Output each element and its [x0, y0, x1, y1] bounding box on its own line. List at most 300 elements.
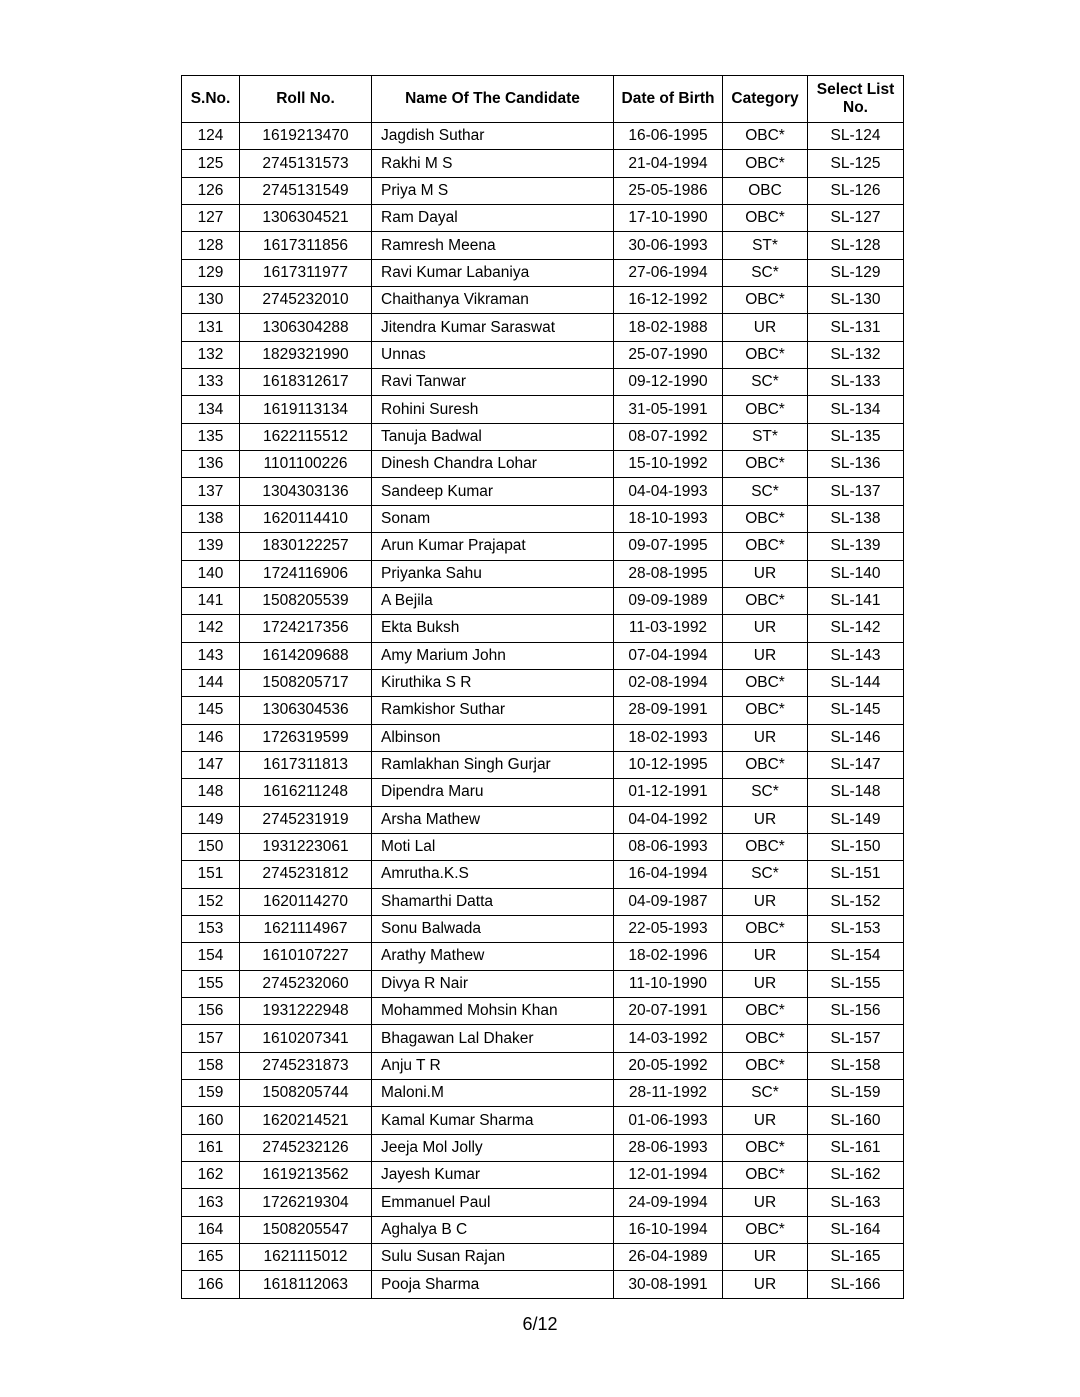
cell-date-of-birth: 14-03-1992 [614, 1025, 723, 1052]
cell-candidate-name: Ramlakhan Singh Gurjar [372, 751, 614, 778]
cell-candidate-name: Rakhi M S [372, 150, 614, 177]
cell-roll-no: 2745131573 [240, 150, 372, 177]
cell-sno: 165 [182, 1244, 240, 1271]
cell-date-of-birth: 28-08-1995 [614, 560, 723, 587]
cell-category: OBC* [723, 1025, 808, 1052]
cell-category: SC* [723, 861, 808, 888]
header-roll-no: Roll No. [240, 76, 372, 123]
cell-roll-no: 1829321990 [240, 341, 372, 368]
table-row [182, 1025, 904, 1052]
cell-category: OBC* [723, 533, 808, 560]
cell-select-list-no: SL-145 [808, 697, 904, 724]
table-row [182, 232, 904, 259]
cell-select-list-no: SL-130 [808, 287, 904, 314]
cell-category: UR [723, 724, 808, 751]
cell-sno: 147 [182, 751, 240, 778]
cell-select-list-no: SL-137 [808, 478, 904, 505]
cell-category: OBC* [723, 287, 808, 314]
cell-roll-no: 1508205547 [240, 1216, 372, 1243]
cell-select-list-no: SL-154 [808, 943, 904, 970]
table-row [182, 177, 904, 204]
cell-roll-no: 2745131549 [240, 177, 372, 204]
cell-sno: 131 [182, 314, 240, 341]
cell-candidate-name: Pooja Sharma [372, 1271, 614, 1298]
table-row [182, 314, 904, 341]
cell-select-list-no: SL-158 [808, 1052, 904, 1079]
cell-roll-no: 1618112063 [240, 1271, 372, 1298]
cell-select-list-no: SL-144 [808, 669, 904, 696]
table-row [182, 123, 904, 150]
cell-date-of-birth: 08-06-1993 [614, 833, 723, 860]
cell-select-list-no: SL-142 [808, 615, 904, 642]
table-row [182, 915, 904, 942]
cell-roll-no: 1304303136 [240, 478, 372, 505]
cell-candidate-name: Jitendra Kumar Saraswat [372, 314, 614, 341]
cell-sno: 127 [182, 205, 240, 232]
cell-candidate-name: Shamarthi Datta [372, 888, 614, 915]
cell-date-of-birth: 09-07-1995 [614, 533, 723, 560]
cell-roll-no: 2745232126 [240, 1134, 372, 1161]
cell-category: UR [723, 943, 808, 970]
cell-roll-no: 1622115512 [240, 423, 372, 450]
cell-roll-no: 1618312617 [240, 369, 372, 396]
cell-candidate-name: Arathy Mathew [372, 943, 614, 970]
table-row [182, 861, 904, 888]
cell-sno: 143 [182, 642, 240, 669]
cell-category: OBC* [723, 751, 808, 778]
header-category: Category [723, 76, 808, 123]
table-row [182, 560, 904, 587]
cell-category: UR [723, 1244, 808, 1271]
cell-date-of-birth: 28-11-1992 [614, 1080, 723, 1107]
cell-candidate-name: Arun Kumar Prajapat [372, 533, 614, 560]
cell-category: OBC* [723, 205, 808, 232]
cell-date-of-birth: 30-06-1993 [614, 232, 723, 259]
cell-date-of-birth: 30-08-1991 [614, 1271, 723, 1298]
cell-sno: 132 [182, 341, 240, 368]
cell-category: OBC* [723, 505, 808, 532]
cell-roll-no: 1614209688 [240, 642, 372, 669]
table-row [182, 751, 904, 778]
cell-sno: 151 [182, 861, 240, 888]
cell-date-of-birth: 02-08-1994 [614, 669, 723, 696]
cell-category: OBC* [723, 1216, 808, 1243]
cell-candidate-name: Mohammed Mohsin Khan [372, 998, 614, 1025]
header-select-list-no: Select List No. [808, 76, 904, 123]
cell-candidate-name: Unnas [372, 341, 614, 368]
cell-roll-no: 1610107227 [240, 943, 372, 970]
table-body [182, 123, 904, 1299]
cell-date-of-birth: 25-07-1990 [614, 341, 723, 368]
cell-candidate-name: Ravi Kumar Labaniya [372, 259, 614, 286]
cell-sno: 144 [182, 669, 240, 696]
cell-sno: 149 [182, 806, 240, 833]
cell-date-of-birth: 07-04-1994 [614, 642, 723, 669]
cell-roll-no: 1306304536 [240, 697, 372, 724]
cell-sno: 150 [182, 833, 240, 860]
cell-category: UR [723, 642, 808, 669]
cell-roll-no: 1620114270 [240, 888, 372, 915]
cell-roll-no: 1830122257 [240, 533, 372, 560]
header-candidate-name: Name Of The Candidate [372, 76, 614, 123]
cell-select-list-no: SL-166 [808, 1271, 904, 1298]
cell-sno: 135 [182, 423, 240, 450]
cell-category: UR [723, 615, 808, 642]
cell-roll-no: 1508205539 [240, 587, 372, 614]
cell-category: UR [723, 1271, 808, 1298]
cell-roll-no: 1620214521 [240, 1107, 372, 1134]
table-row [182, 1134, 904, 1161]
cell-select-list-no: SL-157 [808, 1025, 904, 1052]
cell-category: UR [723, 970, 808, 997]
cell-sno: 157 [182, 1025, 240, 1052]
cell-select-list-no: SL-143 [808, 642, 904, 669]
cell-select-list-no: SL-148 [808, 779, 904, 806]
table-row [182, 1107, 904, 1134]
cell-roll-no: 2745231919 [240, 806, 372, 833]
cell-category: ST* [723, 423, 808, 450]
cell-date-of-birth: 18-10-1993 [614, 505, 723, 532]
table-row [182, 533, 904, 560]
table-row [182, 1244, 904, 1271]
cell-category: OBC* [723, 150, 808, 177]
cell-date-of-birth: 01-12-1991 [614, 779, 723, 806]
cell-roll-no: 1617311813 [240, 751, 372, 778]
cell-sno: 155 [182, 970, 240, 997]
cell-category: OBC* [723, 123, 808, 150]
cell-roll-no: 1610207341 [240, 1025, 372, 1052]
cell-roll-no: 2745232060 [240, 970, 372, 997]
cell-select-list-no: SL-156 [808, 998, 904, 1025]
cell-category: UR [723, 560, 808, 587]
cell-select-list-no: SL-151 [808, 861, 904, 888]
cell-sno: 129 [182, 259, 240, 286]
table-row [182, 724, 904, 751]
table-row [182, 1216, 904, 1243]
cell-select-list-no: SL-153 [808, 915, 904, 942]
cell-candidate-name: Tanuja Badwal [372, 423, 614, 450]
cell-date-of-birth: 09-09-1989 [614, 587, 723, 614]
cell-sno: 136 [182, 451, 240, 478]
cell-select-list-no: SL-135 [808, 423, 904, 450]
cell-sno: 159 [182, 1080, 240, 1107]
cell-select-list-no: SL-147 [808, 751, 904, 778]
cell-category: UR [723, 888, 808, 915]
cell-sno: 128 [182, 232, 240, 259]
cell-select-list-no: SL-134 [808, 396, 904, 423]
cell-select-list-no: SL-152 [808, 888, 904, 915]
table-row [182, 505, 904, 532]
cell-candidate-name: Ramkishor Suthar [372, 697, 614, 724]
cell-candidate-name: Amrutha.K.S [372, 861, 614, 888]
table-row [182, 806, 904, 833]
cell-candidate-name: Moti Lal [372, 833, 614, 860]
cell-select-list-no: SL-163 [808, 1189, 904, 1216]
cell-roll-no: 2745232010 [240, 287, 372, 314]
cell-date-of-birth: 24-09-1994 [614, 1189, 723, 1216]
cell-date-of-birth: 22-05-1993 [614, 915, 723, 942]
cell-candidate-name: Priya M S [372, 177, 614, 204]
cell-select-list-no: SL-165 [808, 1244, 904, 1271]
cell-select-list-no: SL-160 [808, 1107, 904, 1134]
cell-select-list-no: SL-146 [808, 724, 904, 751]
cell-sno: 163 [182, 1189, 240, 1216]
cell-candidate-name: Anju T R [372, 1052, 614, 1079]
cell-select-list-no: SL-161 [808, 1134, 904, 1161]
cell-candidate-name: Arsha Mathew [372, 806, 614, 833]
cell-candidate-name: Ekta Buksh [372, 615, 614, 642]
cell-select-list-no: SL-141 [808, 587, 904, 614]
cell-sno: 124 [182, 123, 240, 150]
cell-candidate-name: Sonu Balwada [372, 915, 614, 942]
cell-roll-no: 1726219304 [240, 1189, 372, 1216]
cell-select-list-no: SL-136 [808, 451, 904, 478]
cell-candidate-name: Priyanka Sahu [372, 560, 614, 587]
table-row [182, 287, 904, 314]
cell-candidate-name: Kiruthika S R [372, 669, 614, 696]
cell-category: OBC* [723, 998, 808, 1025]
cell-date-of-birth: 31-05-1991 [614, 396, 723, 423]
cell-roll-no: 1508205717 [240, 669, 372, 696]
cell-select-list-no: SL-131 [808, 314, 904, 341]
cell-candidate-name: Ram Dayal [372, 205, 614, 232]
table-row [182, 615, 904, 642]
cell-sno: 141 [182, 587, 240, 614]
cell-roll-no: 1724217356 [240, 615, 372, 642]
cell-sno: 130 [182, 287, 240, 314]
table-row [182, 1271, 904, 1298]
cell-select-list-no: SL-149 [808, 806, 904, 833]
cell-roll-no: 1616211248 [240, 779, 372, 806]
cell-date-of-birth: 17-10-1990 [614, 205, 723, 232]
table-row [182, 1162, 904, 1189]
cell-sno: 152 [182, 888, 240, 915]
cell-select-list-no: SL-162 [808, 1162, 904, 1189]
cell-roll-no: 1101100226 [240, 451, 372, 478]
cell-select-list-no: SL-128 [808, 232, 904, 259]
cell-sno: 142 [182, 615, 240, 642]
table-row [182, 998, 904, 1025]
cell-candidate-name: Aghalya B C [372, 1216, 614, 1243]
cell-select-list-no: SL-132 [808, 341, 904, 368]
cell-candidate-name: Rohini Suresh [372, 396, 614, 423]
cell-date-of-birth: 18-02-1993 [614, 724, 723, 751]
table-row [182, 1052, 904, 1079]
header-sno: S.No. [182, 76, 240, 123]
cell-date-of-birth: 16-10-1994 [614, 1216, 723, 1243]
cell-sno: 133 [182, 369, 240, 396]
cell-category: OBC* [723, 697, 808, 724]
cell-candidate-name: Chaithanya Vikraman [372, 287, 614, 314]
cell-date-of-birth: 18-02-1988 [614, 314, 723, 341]
cell-date-of-birth: 09-12-1990 [614, 369, 723, 396]
cell-sno: 154 [182, 943, 240, 970]
cell-category: UR [723, 806, 808, 833]
cell-candidate-name: Jeeja Mol Jolly [372, 1134, 614, 1161]
page-number: 6/12 [522, 1314, 558, 1334]
table-row [182, 587, 904, 614]
cell-select-list-no: SL-125 [808, 150, 904, 177]
cell-roll-no: 2745231812 [240, 861, 372, 888]
table-row [182, 1080, 904, 1107]
table-row [182, 150, 904, 177]
cell-select-list-no: SL-126 [808, 177, 904, 204]
cell-sno: 160 [182, 1107, 240, 1134]
cell-date-of-birth: 01-06-1993 [614, 1107, 723, 1134]
table-header-row [182, 76, 904, 123]
cell-roll-no: 1617311856 [240, 232, 372, 259]
cell-sno: 125 [182, 150, 240, 177]
table-row [182, 451, 904, 478]
cell-category: OBC* [723, 833, 808, 860]
table-row [182, 970, 904, 997]
cell-category: OBC* [723, 1052, 808, 1079]
cell-category: OBC* [723, 451, 808, 478]
cell-select-list-no: SL-159 [808, 1080, 904, 1107]
table-row [182, 642, 904, 669]
cell-candidate-name: Sulu Susan Rajan [372, 1244, 614, 1271]
table-row [182, 1189, 904, 1216]
cell-roll-no: 1724116906 [240, 560, 372, 587]
header-date-of-birth: Date of Birth [614, 76, 723, 123]
cell-category: UR [723, 1189, 808, 1216]
cell-select-list-no: SL-139 [808, 533, 904, 560]
cell-category: OBC* [723, 669, 808, 696]
cell-sno: 153 [182, 915, 240, 942]
table-row [182, 205, 904, 232]
cell-date-of-birth: 12-01-1994 [614, 1162, 723, 1189]
cell-category: SC* [723, 478, 808, 505]
cell-date-of-birth: 16-06-1995 [614, 123, 723, 150]
table-row [182, 369, 904, 396]
cell-date-of-birth: 16-04-1994 [614, 861, 723, 888]
cell-sno: 164 [182, 1216, 240, 1243]
cell-roll-no: 1619113134 [240, 396, 372, 423]
table-row [182, 697, 904, 724]
cell-select-list-no: SL-124 [808, 123, 904, 150]
cell-sno: 158 [182, 1052, 240, 1079]
cell-date-of-birth: 27-06-1994 [614, 259, 723, 286]
cell-select-list-no: SL-133 [808, 369, 904, 396]
cell-date-of-birth: 11-03-1992 [614, 615, 723, 642]
cell-date-of-birth: 15-10-1992 [614, 451, 723, 478]
cell-sno: 166 [182, 1271, 240, 1298]
cell-category: ST* [723, 232, 808, 259]
cell-sno: 140 [182, 560, 240, 587]
cell-roll-no: 1620114410 [240, 505, 372, 532]
cell-category: OBC* [723, 1162, 808, 1189]
cell-roll-no: 1619213562 [240, 1162, 372, 1189]
cell-candidate-name: Sonam [372, 505, 614, 532]
cell-candidate-name: Maloni.M [372, 1080, 614, 1107]
cell-candidate-name: Dipendra Maru [372, 779, 614, 806]
cell-sno: 138 [182, 505, 240, 532]
table-row [182, 341, 904, 368]
cell-date-of-birth: 18-02-1996 [614, 943, 723, 970]
cell-candidate-name: Sandeep Kumar [372, 478, 614, 505]
cell-sno: 139 [182, 533, 240, 560]
cell-date-of-birth: 25-05-1986 [614, 177, 723, 204]
cell-select-list-no: SL-164 [808, 1216, 904, 1243]
cell-roll-no: 2745231873 [240, 1052, 372, 1079]
cell-select-list-no: SL-129 [808, 259, 904, 286]
cell-candidate-name: Emmanuel Paul [372, 1189, 614, 1216]
table-row [182, 669, 904, 696]
cell-sno: 145 [182, 697, 240, 724]
cell-date-of-birth: 21-04-1994 [614, 150, 723, 177]
cell-candidate-name: Bhagawan Lal Dhaker [372, 1025, 614, 1052]
cell-category: UR [723, 314, 808, 341]
cell-sno: 156 [182, 998, 240, 1025]
cell-candidate-name: Dinesh Chandra Lohar [372, 451, 614, 478]
cell-roll-no: 1508205744 [240, 1080, 372, 1107]
table-row [182, 478, 904, 505]
cell-date-of-birth: 26-04-1989 [614, 1244, 723, 1271]
cell-sno: 162 [182, 1162, 240, 1189]
cell-sno: 146 [182, 724, 240, 751]
cell-category: UR [723, 1107, 808, 1134]
cell-date-of-birth: 04-04-1993 [614, 478, 723, 505]
cell-candidate-name: Amy Marium John [372, 642, 614, 669]
table-row [182, 888, 904, 915]
table-row [182, 943, 904, 970]
cell-date-of-birth: 28-09-1991 [614, 697, 723, 724]
cell-roll-no: 1726319599 [240, 724, 372, 751]
cell-sno: 134 [182, 396, 240, 423]
cell-candidate-name: Ravi Tanwar [372, 369, 614, 396]
cell-category: SC* [723, 779, 808, 806]
table-row [182, 396, 904, 423]
cell-date-of-birth: 20-07-1991 [614, 998, 723, 1025]
cell-category: SC* [723, 369, 808, 396]
cell-select-list-no: SL-127 [808, 205, 904, 232]
cell-date-of-birth: 04-04-1992 [614, 806, 723, 833]
cell-candidate-name: Jagdish Suthar [372, 123, 614, 150]
cell-category: OBC* [723, 915, 808, 942]
cell-date-of-birth: 10-12-1995 [614, 751, 723, 778]
cell-roll-no: 1617311977 [240, 259, 372, 286]
cell-roll-no: 1621114967 [240, 915, 372, 942]
cell-category: SC* [723, 1080, 808, 1107]
cell-candidate-name: Albinson [372, 724, 614, 751]
table-row [182, 423, 904, 450]
cell-select-list-no: SL-155 [808, 970, 904, 997]
cell-category: SC* [723, 259, 808, 286]
cell-sno: 148 [182, 779, 240, 806]
cell-category: OBC [723, 177, 808, 204]
cell-select-list-no: SL-150 [808, 833, 904, 860]
cell-category: OBC* [723, 396, 808, 423]
cell-roll-no: 1619213470 [240, 123, 372, 150]
cell-category: OBC* [723, 587, 808, 614]
cell-date-of-birth: 16-12-1992 [614, 287, 723, 314]
cell-date-of-birth: 20-05-1992 [614, 1052, 723, 1079]
cell-sno: 137 [182, 478, 240, 505]
cell-select-list-no: SL-138 [808, 505, 904, 532]
cell-candidate-name: A Bejila [372, 587, 614, 614]
table-row [182, 833, 904, 860]
cell-candidate-name: Jayesh Kumar [372, 1162, 614, 1189]
cell-sno: 161 [182, 1134, 240, 1161]
results-table [181, 75, 904, 1299]
cell-roll-no: 1306304288 [240, 314, 372, 341]
cell-date-of-birth: 28-06-1993 [614, 1134, 723, 1161]
cell-category: OBC* [723, 341, 808, 368]
cell-candidate-name: Kamal Kumar Sharma [372, 1107, 614, 1134]
cell-candidate-name: Ramresh Meena [372, 232, 614, 259]
cell-roll-no: 1621115012 [240, 1244, 372, 1271]
cell-select-list-no: SL-140 [808, 560, 904, 587]
